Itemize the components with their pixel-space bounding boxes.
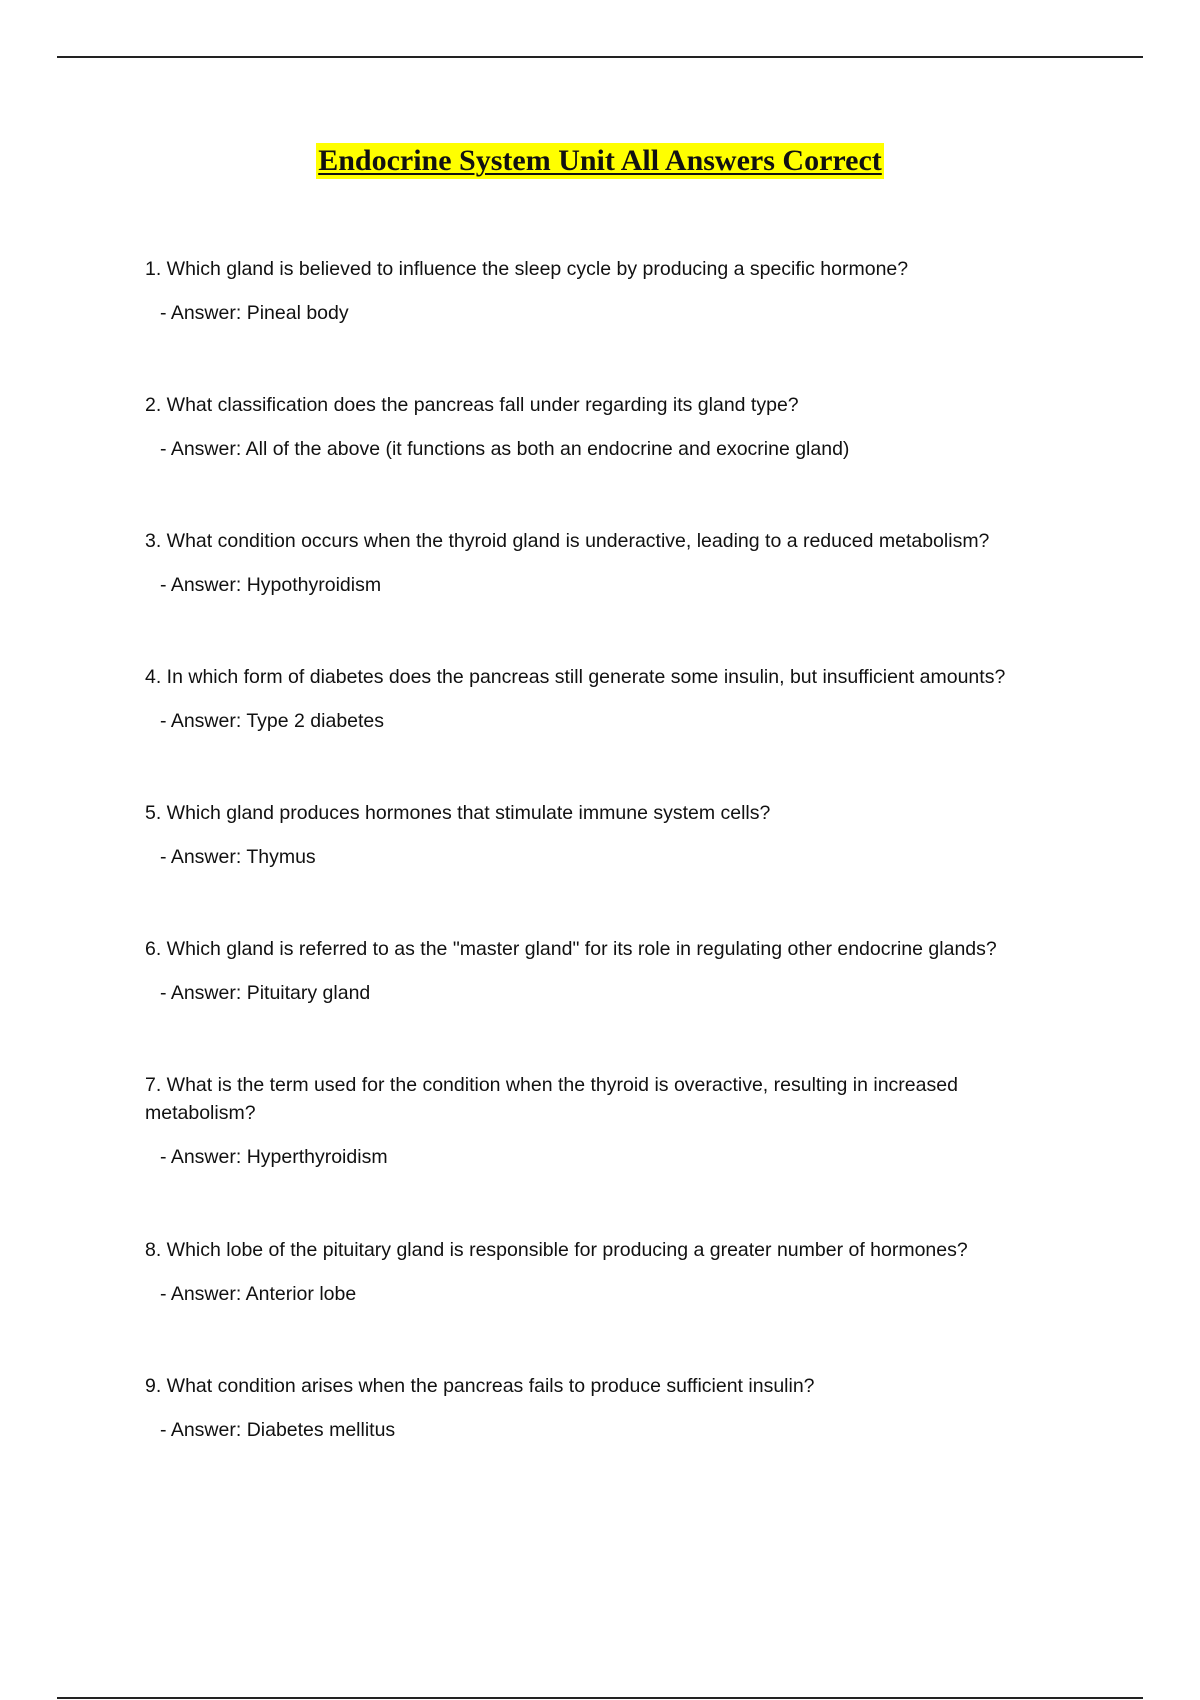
answer-text: - Answer: Pituitary gland [160, 982, 371, 1004]
qa-item-4 [145, 663, 1065, 799]
question-text: 4. In which form of diabetes does the pancreas still generate some insulin, but insufficient amounts? [145, 666, 1006, 688]
question-text: 2. What classification does the pancreas fall under regarding its gland type? [145, 394, 799, 416]
question-text: 6. Which gland is referred to as the "master gland" for its role in regulating other endocrine glands? [145, 938, 997, 960]
answer-text: - Answer: Type 2 diabetes [160, 710, 385, 732]
qa-item-7 [145, 1071, 1065, 1236]
qa-item-2 [145, 391, 1065, 527]
question-text: 5. Which gland produces hormones that stimulate immune system cells? [145, 802, 771, 824]
bottom-rule [57, 1697, 1143, 1699]
qa-item-5 [145, 799, 1065, 935]
answer-text: - Answer: Diabetes mellitus [160, 1419, 396, 1441]
title-container [0, 143, 1200, 179]
qa-item-8 [145, 1236, 1065, 1372]
qa-item-9 [145, 1372, 1065, 1508]
question-text: 9. What condition arises when the pancreas fails to produce sufficient insulin? [145, 1375, 815, 1397]
question-text: 3. What condition occurs when the thyroid gland is underactive, leading to a reduced metabolism? [145, 530, 990, 552]
qa-item-6 [145, 935, 1065, 1071]
question-text: 7. What is the term used for the condition when the thyroid is overactive, resulting in increased metabolism? [145, 1074, 958, 1124]
qa-item-3 [145, 527, 1065, 663]
answer-text: - Answer: Thymus [160, 846, 316, 868]
qa-item-1 [145, 255, 1065, 391]
answer-text: - Answer: Hypothyroidism [160, 574, 382, 596]
qa-list [145, 255, 1065, 1508]
question-text: 8. Which lobe of the pituitary gland is responsible for producing a greater number of hormones? [145, 1239, 968, 1261]
answer-text: - Answer: Pineal body [160, 302, 349, 324]
answer-text: - Answer: Anterior lobe [160, 1283, 357, 1305]
document-title: Endocrine System Unit All Answers Correct [318, 144, 882, 177]
top-rule [57, 56, 1143, 58]
answer-text: - Answer: Hyperthyroidism [160, 1146, 388, 1168]
answer-text: - Answer: All of the above (it functions as both an endocrine and exocrine gland) [160, 438, 850, 460]
question-text: 1. Which gland is believed to influence the sleep cycle by producing a specific hormone? [145, 258, 909, 280]
